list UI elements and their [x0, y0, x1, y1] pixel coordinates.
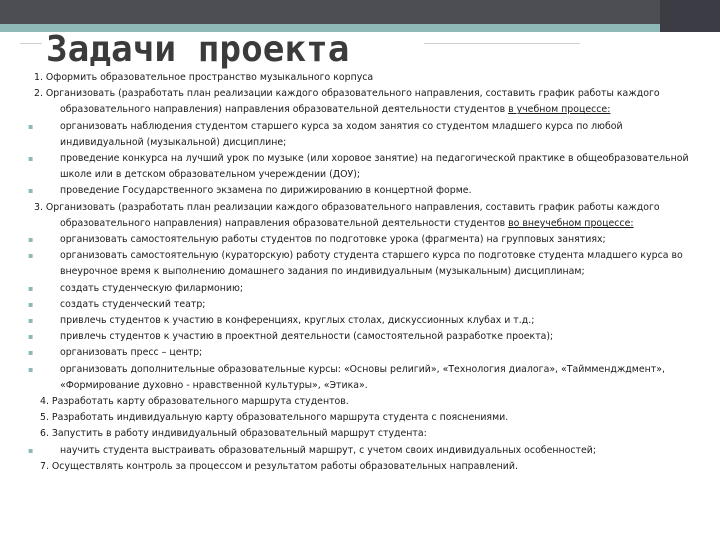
task-bullet-item: [34, 345, 694, 361]
slide-top-bar: [0, 0, 720, 24]
task-bullet-item: [34, 281, 694, 297]
slide-title: Задачи проекта: [46, 29, 350, 70]
task-item-text: проведение конкурса на лучший урок по музыке (или хоровое занятие) на педагогической практике в общеобразовательной школе или в детском образовательном учереждении (ДОУ);: [60, 153, 689, 181]
task-bullet-item: [34, 119, 694, 151]
title-rule-right: [424, 43, 580, 44]
task-numbered-item: [34, 70, 694, 86]
task-item-underlined: во внеучебном процессе:: [508, 217, 634, 229]
task-item-text: привлечь студентов к участию в конференциях, круглых столах, дискуссионных клубах и т.д.;: [60, 315, 535, 327]
task-bullet-item: [34, 183, 694, 199]
task-item-text: 6. Запустить в работу индивидуальный образовательный маршрут студента:: [40, 428, 427, 440]
task-bullet-item: [34, 297, 694, 313]
task-item-text: создать студенческий театр;: [60, 298, 206, 310]
task-item-text: создать студенческую филармонию;: [60, 282, 244, 294]
task-numbered-item: [34, 394, 694, 410]
task-item-text: привлечь студентов к участию в проектной деятельности (самостоятельной разработке проекта);: [60, 331, 554, 343]
task-item-text: организовать пресс – центр;: [60, 347, 203, 359]
title-rule-left: [20, 43, 42, 44]
task-item-text: научить студента выстраивать образовательный маршрут, с учетом своих индивидуальных особенностей;: [60, 444, 596, 456]
task-item-text: 4. Разработать карту образовательного маршрута студентов.: [40, 396, 349, 408]
task-numbered-item: [34, 200, 694, 232]
task-bullet-item: [34, 248, 694, 280]
task-item-text: организовать самостоятельную работы студентов по подготовке урока (фрагмента) на групповых занятиях;: [60, 234, 606, 246]
task-numbered-item: [34, 459, 694, 475]
task-item-text: 3. Организовать (разработать план реализации каждого образовательного направления, составить график работы каждого образовательного направления) направления образовательной деятельности студентов: [34, 201, 660, 229]
task-bullet-item: [34, 313, 694, 329]
task-item-text: 2. Организовать (разработать план реализации каждого образовательного направления, составить график работы каждого образовательного направления) направления образовательной деятельности студентов: [34, 88, 660, 116]
task-item-text: 7. Осуществлять контроль за процессом и результатом работы образовательных направлений.: [40, 460, 518, 472]
task-item-text: 5. Разработать индивидуальную карту образовательного маршрута студента с пояснениями.: [40, 412, 509, 424]
slide-corner-block: [660, 0, 720, 32]
task-bullet-item: [34, 362, 694, 394]
task-bullet-item: [34, 443, 694, 459]
task-item-text: организовать самостоятельную (кураторскую) работу студента старшего курса по подготовке студента младшего курса во внеурочное время к выполнению домашнего задания по индивидуальным (музыкальным) дисциплинам;: [60, 250, 683, 278]
task-item-text: 1. Оформить образовательное пространство музыкального корпуса: [34, 72, 374, 83]
task-numbered-item: [34, 426, 694, 442]
task-item-text: организовать дополнительные образовательные курсы: «Основы религий», «Технология диалога», «Тайммендждмент», «Формирование духовно - нравственной культуры», «Этика».: [60, 363, 665, 391]
task-item-text: проведение Государственного экзамена по дирижированию в концертной форме.: [60, 185, 472, 197]
task-numbered-item: [34, 410, 694, 426]
task-bullet-item: [34, 151, 694, 183]
task-bullet-item: [34, 232, 694, 248]
task-item-underlined: в учебном процессе:: [508, 104, 611, 116]
task-list: [34, 70, 694, 475]
task-numbered-item: [34, 86, 694, 118]
task-bullet-item: [34, 329, 694, 345]
task-item-text: организовать наблюдения студентом старшего курса за ходом занятия со студентом младшего курса по любой индивидуальной (музыкальной) дисциплине;: [60, 120, 623, 148]
